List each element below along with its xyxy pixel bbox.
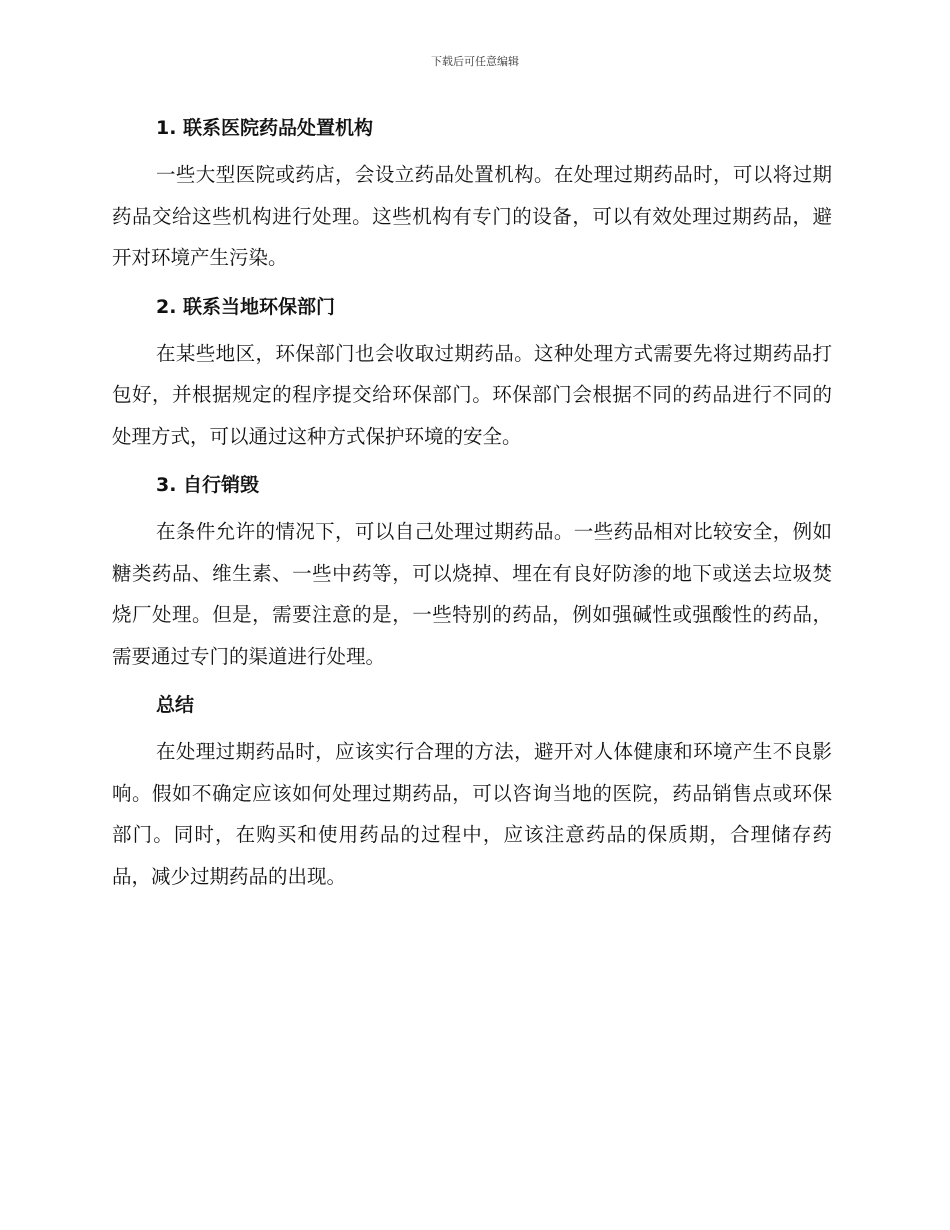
section-self-destroy bbox=[112, 467, 832, 677]
section-heading: 1. 联系医院药品处置机构 bbox=[156, 117, 374, 139]
section-paragraph: 在处理过期药品时，应该实行合理的方法，避开对人体健康和环境产生不良影响。假如不确定应该如何处理过期药品，可以咨询当地的医院，药品销售点或环保部门。同时，在购买和使用药品的过程中，应该注意药品的保质期，合理储存药品，减少过期药品的出现。 bbox=[112, 740, 832, 888]
section-heading: 总结 bbox=[156, 694, 195, 716]
section-contact-environment-dept bbox=[112, 289, 832, 458]
section-paragraph: 在条件允许的情况下，可以自己处理过期药品。一些药品相对比较安全，例如糖类药品、维生素、一些中药等，可以烧掉、埋在有良好防渗的地下或送去垃圾焚烧厂处理。但是，需要注意的是，一些特别的药品，例如强碱性或强酸性的药品，需要通过专门的渠道进行处理。 bbox=[112, 520, 832, 668]
section-summary bbox=[112, 687, 832, 897]
section-paragraph: 在某些地区，环保部门也会收取过期药品。这种处理方式需要先将过期药品打包好，并根据规定的程序提交给环保部门。环保部门会根据不同的药品进行不同的处理方式，可以通过这种方式保护环境的安全。 bbox=[112, 341, 832, 448]
section-contact-hospital bbox=[112, 110, 832, 279]
document-body bbox=[112, 110, 832, 907]
section-heading: 2. 联系当地环保部门 bbox=[156, 295, 336, 318]
section-heading: 3. 自行销毁 bbox=[156, 474, 260, 496]
page-header-note: 下载后可任意编辑 bbox=[431, 55, 519, 68]
section-paragraph: 一些大型医院或药店，会设立药品处置机构。在处理过期药品时，可以将过期药品交给这些机构进行处理。这些机构有专门的设备，可以有效处理过期药品，避开对环境产生污染。 bbox=[112, 163, 832, 269]
